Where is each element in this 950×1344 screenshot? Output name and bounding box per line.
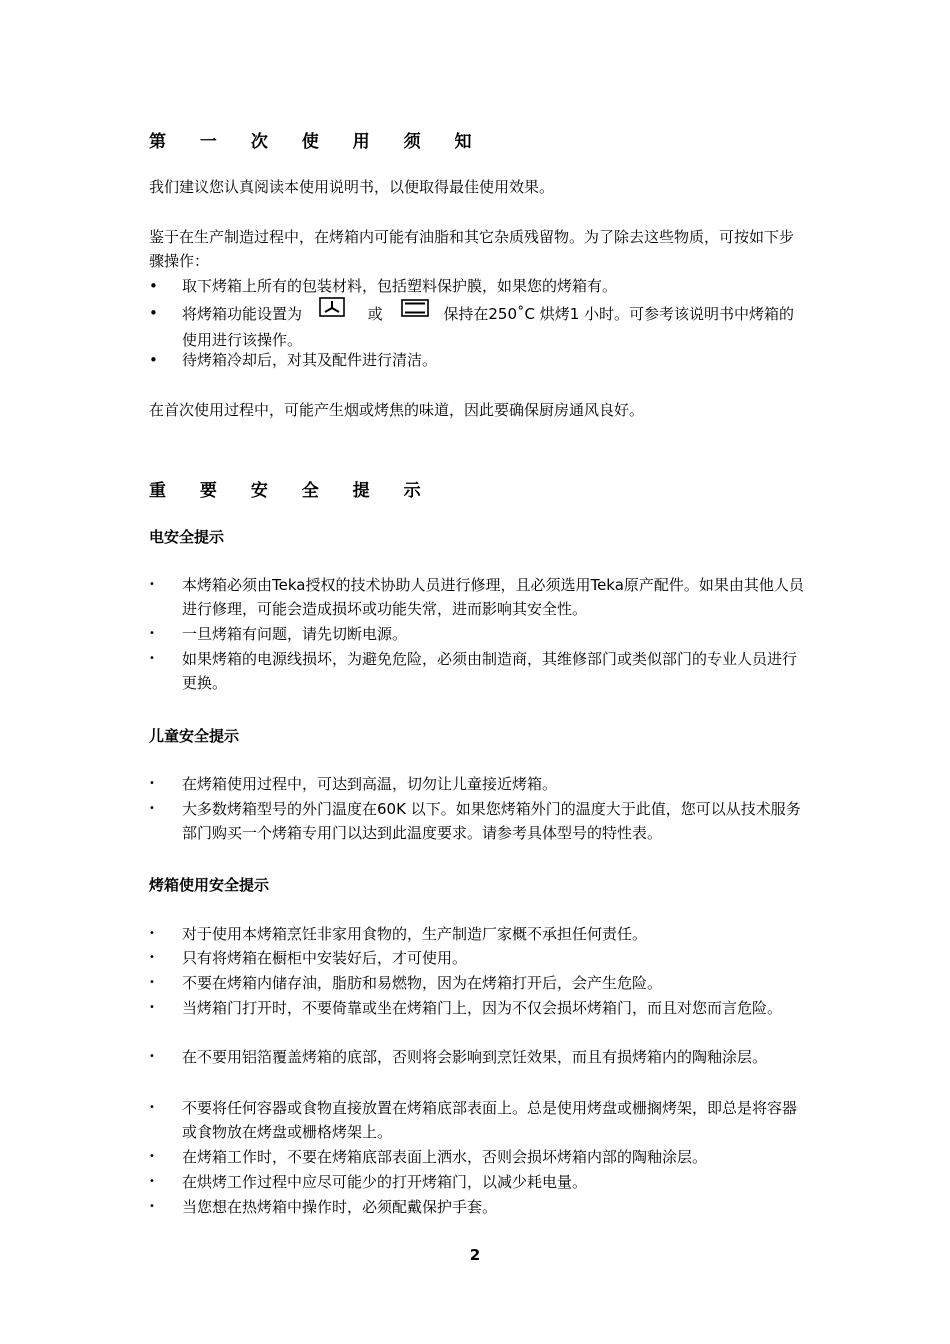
list-item-text: 取下烤箱上所有的包装材料，包括塑料保护膜，如果您的烤箱有。 <box>182 277 618 295</box>
list-item <box>149 1170 805 1194</box>
subheading-electric: 电安全提示 <box>149 528 225 546</box>
list-item-text: 大多数烤箱型号的外门温度在60K 以下。如果您烤箱外门的温度大于此值，您可以从技术服务部门购买一个烤箱专用门以达到此温度要求。请参考具体型号的特性表。 <box>182 800 801 842</box>
list-item-text: 在不要用铝箔覆盖烤箱的底部，否则将会影响到烹饪效果，而且有损烤箱内的陶釉涂层。 <box>182 1048 768 1066</box>
list-item-text: 一旦烤箱有问题，请先切断电源。 <box>182 625 408 643</box>
list-item <box>149 797 805 845</box>
list-item-text: 如果烤箱的电源线损坏，为避免危险，必须由制造商，其维修部门或类似部门的专业人员进行更换。 <box>182 650 798 692</box>
list-item <box>149 348 805 372</box>
list-item <box>149 996 805 1020</box>
page-number: 2 <box>469 1246 481 1264</box>
list-item-text: 在烤箱使用过程中，可达到高温，切勿让儿童接近烤箱。 <box>182 775 558 793</box>
list-item <box>149 922 805 946</box>
section-title-first-use: 第 一 次 使 用 须 知 <box>149 132 486 152</box>
subheading-oven: 烤箱使用安全提示 <box>149 876 270 894</box>
residue-paragraph: 鉴于在生产制造过程中，在烤箱内可能有油脂和其它杂质残留物。为了除去这些物质，可按如下步骤操作： <box>149 228 795 270</box>
bullet: • <box>149 1201 155 1212</box>
intro-paragraph: 我们建议您认真阅读本使用说明书，以便取得最佳使用效果。 <box>149 178 555 196</box>
subheading-child: 儿童安全提示 <box>149 727 240 745</box>
bullet: • <box>149 653 155 664</box>
list-item-text-composite <box>182 301 805 352</box>
bullet: • <box>149 628 155 639</box>
list-item <box>149 622 805 646</box>
list-item-text: 当烤箱门打开时，不要倚靠或坐在烤箱门上，因为不仅会损坏烤箱门，而且对您而言危险。 <box>182 999 783 1017</box>
list-item <box>149 1096 805 1144</box>
list-item-text: 不要在烤箱内储存油，脂肪和易燃物，因为在烤箱打开后，会产生危险。 <box>182 974 663 992</box>
list-item <box>149 274 805 298</box>
ventilation-paragraph: 在首次使用过程中，可能产生烟或烤焦的味道，因此要确保厨房通风良好。 <box>149 401 645 419</box>
bullet: • <box>149 579 155 590</box>
bullet: • <box>149 928 155 939</box>
list-item-text: 待烤箱冷却后，对其及配件进行清洁。 <box>182 351 438 369</box>
bullet: • <box>149 351 158 369</box>
bullet: • <box>149 304 158 322</box>
list-item <box>149 301 805 352</box>
bullet: • <box>149 1176 155 1187</box>
list-item-text: 对于使用本烤箱烹饪非家用食物的，生产制造厂家概不承担任何责任。 <box>182 925 648 943</box>
section-title-safety: 重 要 安 全 提 示 <box>149 481 435 501</box>
list-item-text: 当您想在热烤箱中操作时，必须配戴保护手套。 <box>182 1198 498 1216</box>
list-item <box>149 1045 805 1069</box>
list-item <box>149 1195 805 1219</box>
list-item-text: 将烤箱功能设置为 <box>182 305 303 323</box>
bullet: • <box>149 1051 155 1062</box>
list-item <box>149 1145 805 1169</box>
list-item <box>149 647 805 695</box>
list-item <box>149 971 805 995</box>
list-item-text: 本烤箱必须由Teka授权的技术协助人员进行修理，且必须选用Teka原产配件。如果由其他人员进行修理，可能会造成损坏或功能失常，进而影响其安全性。 <box>182 576 804 618</box>
list-item <box>149 573 805 621</box>
top-bottom-heat-icon <box>401 299 429 324</box>
bullet: • <box>149 977 155 988</box>
list-item <box>149 772 805 796</box>
list-item-text: 在烤箱工作时，不要在烤箱底部表面上洒水，否则会损坏烤箱内部的陶釉涂层。 <box>182 1148 708 1166</box>
or-text: 或 <box>367 305 383 323</box>
bullet: • <box>149 1102 155 1113</box>
bullet: • <box>149 277 158 295</box>
bullet: • <box>149 778 155 789</box>
list-item-text: 在烘烤工作过程中应尽可能少的打开烤箱门，以减少耗电量。 <box>182 1173 588 1191</box>
bullet: • <box>149 1151 155 1162</box>
list-item-text: 不要将任何容器或食物直接放置在烤箱底部表面上。总是使用烤盘或栅搁烤架，即总是将容器或食物放在烤盘或栅格烤架上。 <box>182 1099 798 1141</box>
list-item-text-continued: 保持在250˚C 烘烤1 小时。可参考该说明书中烤箱的使用进行该操作。 <box>182 305 795 349</box>
bullet: • <box>149 803 155 814</box>
bullet: • <box>149 1002 155 1013</box>
bullet: • <box>149 952 155 963</box>
list-item <box>149 946 805 970</box>
list-item-text: 只有将烤箱在橱柜中安装好后，才可使用。 <box>182 949 468 967</box>
fan-grill-icon <box>319 297 345 324</box>
